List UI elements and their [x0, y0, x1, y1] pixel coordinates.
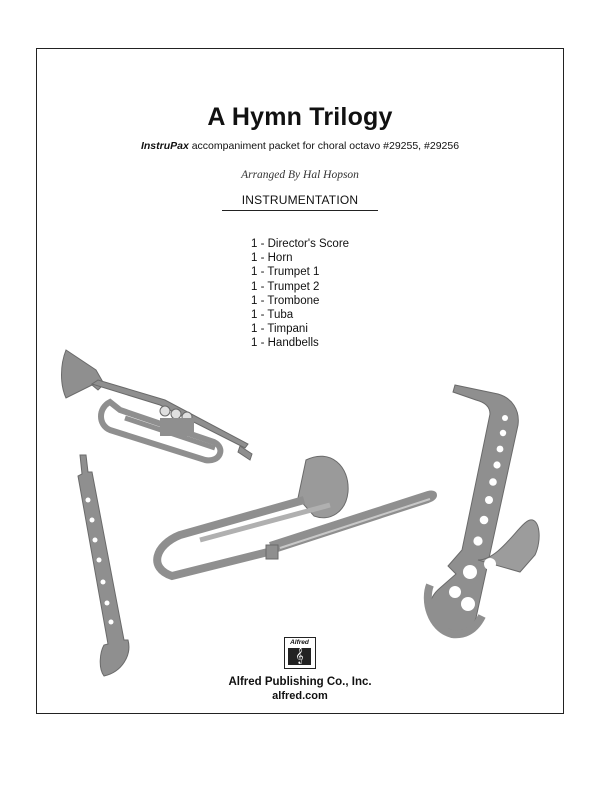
- part-item: 1 - Horn: [251, 252, 293, 265]
- subtitle-text: accompaniment packet for choral octavo #29255, #29256: [188, 140, 460, 152]
- clarinet-illustration: [78, 455, 129, 676]
- instrumentation-heading: INSTRUMENTATION: [241, 193, 359, 207]
- part-item: 1 - Trombone: [251, 294, 320, 307]
- arranger-credit: Arranged By Hal Hopson: [241, 169, 359, 181]
- publisher-website: alfred.com: [272, 690, 328, 702]
- publisher-name: Alfred Publishing Co., Inc.: [228, 676, 372, 688]
- trumpet-illustration: [62, 350, 253, 460]
- part-item: 1 - Timpani: [251, 323, 308, 336]
- alfred-logo: [284, 637, 316, 669]
- logo-text: Alfred: [290, 639, 309, 646]
- logo-mark-icon: 𝄞: [288, 648, 311, 665]
- part-item: 1 - Director's Score: [251, 238, 350, 250]
- part-item: 1 - Trumpet 1: [251, 266, 320, 279]
- brand-name: InstruPax: [140, 140, 189, 152]
- page-title: A Hymn Trilogy: [207, 103, 393, 131]
- saxophone-illustration: [428, 385, 539, 635]
- part-item: 1 - Tuba: [251, 309, 294, 322]
- part-item: 1 - Handbells: [251, 337, 319, 350]
- trombone-illustration: [157, 456, 434, 576]
- part-item: 1 - Trumpet 2: [251, 280, 320, 293]
